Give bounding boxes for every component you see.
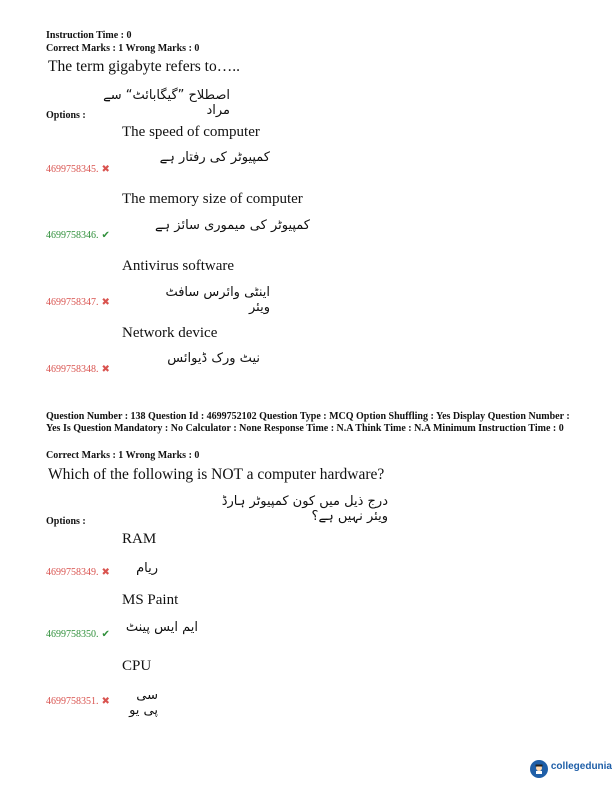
option-id-text: 4699758345. — [46, 164, 99, 175]
option-text-ur: کمپیوٹر کی میموری سائز ہے — [154, 218, 310, 233]
option-text-ur: کمپیوٹر کی رفتار ہے — [159, 150, 270, 165]
option-id-text: 4699758350. — [46, 629, 99, 640]
option-text-ur: ایم ایس پینٹ — [125, 620, 198, 635]
options-label: Options : — [46, 516, 86, 527]
question-text-ur: درج ذیل میں کون کمپیوٹر ہارڈ ویئر نہیں ہے؟ — [221, 494, 388, 524]
option-id — [46, 696, 110, 707]
option-text-en: RAM — [122, 531, 157, 547]
option-id-text: 4699758349. — [46, 567, 99, 578]
logo-name: collegedunia — [550, 760, 612, 772]
option-id — [46, 364, 110, 375]
cross-icon: ✖ — [101, 364, 110, 375]
option-text-ur: نیٹ ورک ڈیوائس — [167, 351, 260, 366]
option-text-en: MS Paint — [122, 592, 179, 608]
option-id — [46, 567, 110, 578]
option-text-ur: ریام — [136, 561, 158, 576]
cross-icon: ✖ — [101, 696, 110, 707]
cross-icon: ✖ — [101, 164, 110, 175]
option-id — [46, 297, 110, 308]
option-text-en: The speed of computer — [122, 124, 260, 140]
option-text-en: CPU — [122, 658, 152, 674]
question-text-en: The term gigabyte refers to….. — [48, 58, 240, 75]
option-text-en: The memory size of computer — [122, 191, 303, 207]
cross-icon: ✖ — [101, 297, 110, 308]
question-text-en: Which of the following is NOT a computer hardware? — [48, 466, 385, 483]
option-id-text: 4699758347. — [46, 297, 99, 308]
option-id — [46, 629, 110, 640]
option-id — [46, 230, 110, 241]
cross-icon: ✖ — [101, 567, 110, 578]
option-id-text: 4699758348. — [46, 364, 99, 375]
option-text-en: Antivirus software — [122, 258, 235, 274]
marks-info: Correct Marks : 1 Wrong Marks : 0 — [46, 450, 200, 461]
question-text-ur: اصطلاح ”گیگابائٹ“ سے مراد — [103, 88, 230, 118]
option-text-ur: اینٹی وائرس سافٹ ویئر — [165, 285, 270, 315]
instruction-time: Instruction Time : 0 — [46, 30, 132, 41]
options-label: Options : — [46, 110, 86, 121]
logo-tagline — [551, 772, 612, 777]
collegedunia-logo — [530, 760, 612, 778]
check-icon: ✔ — [101, 230, 110, 241]
question-header: Question Number : 138 Question Id : 4699752102 Question Type : MCQ Option Shuffling : Yes Display Question Number : Yes Is Question Mandatory : No Calculator : None Response Time : N.A Think Time : N.A Minimum Instruction Time : 0 — [46, 411, 570, 434]
check-icon: ✔ — [101, 629, 110, 640]
collegedunia-logo-icon — [530, 760, 548, 778]
option-id-text: 4699758351. — [46, 696, 99, 707]
option-id — [46, 164, 110, 175]
option-text-ur: سی پی یو — [129, 688, 158, 718]
option-text-en: Network device — [122, 325, 218, 341]
option-id-text: 4699758346. — [46, 230, 99, 241]
marks-info: Correct Marks : 1 Wrong Marks : 0 — [46, 43, 200, 54]
